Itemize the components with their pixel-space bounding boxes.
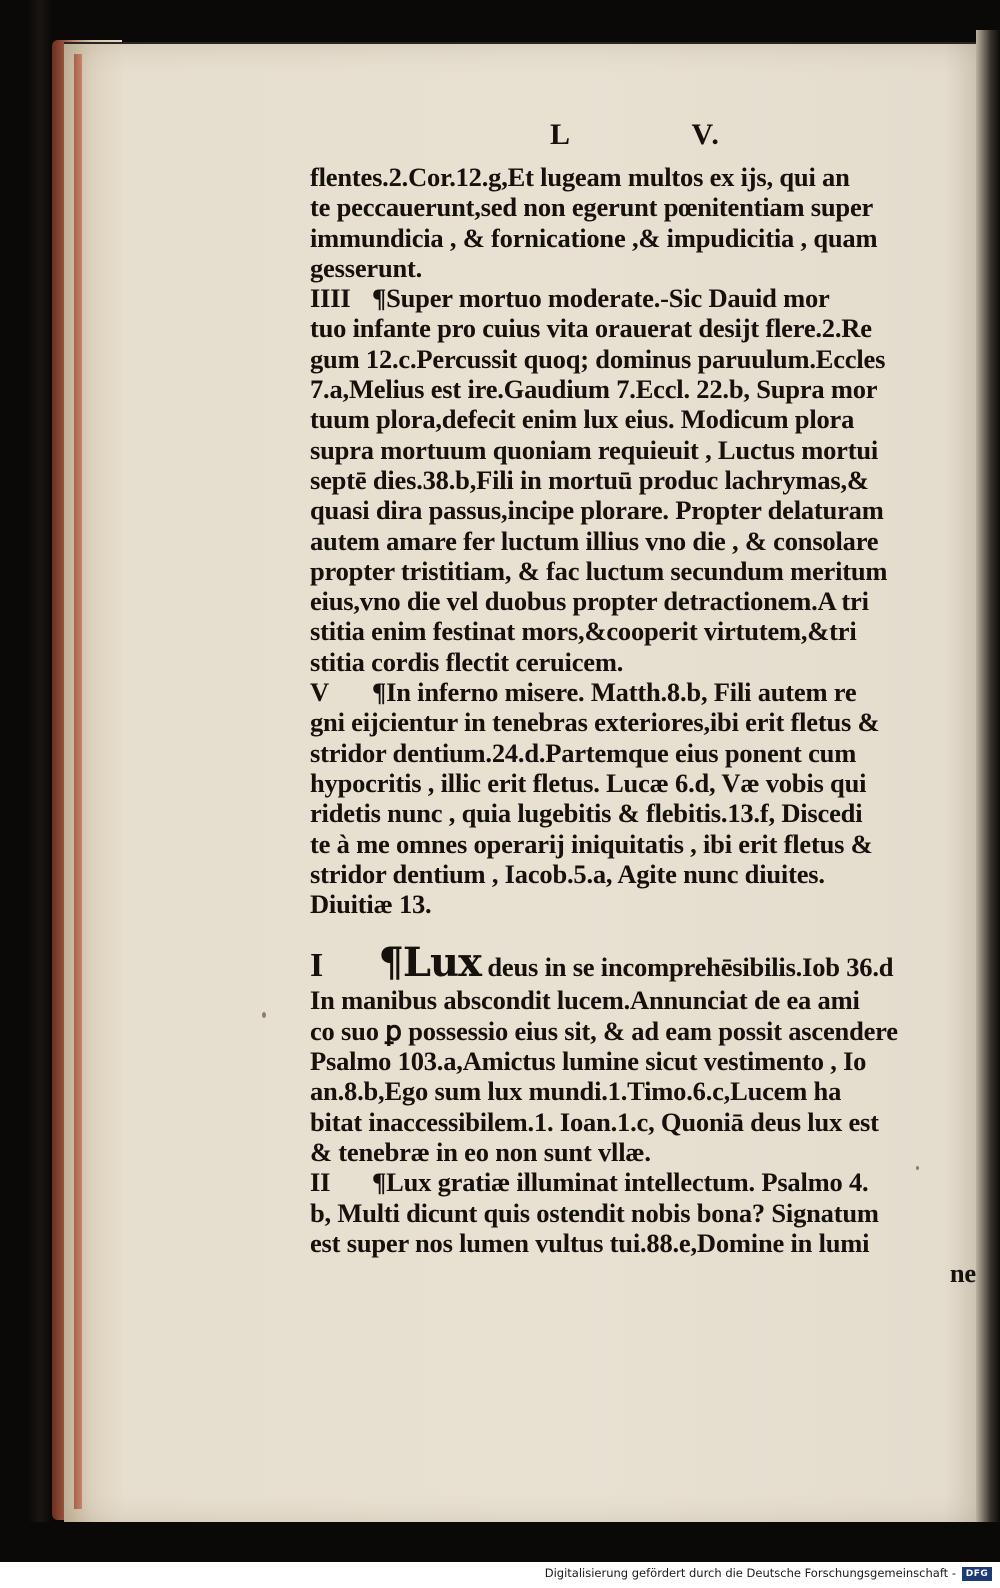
line-text: an.8.b,Ego sum lux mundi.1.Timo.6.c,Lucem ha	[310, 1076, 842, 1107]
body-sections	[310, 162, 976, 919]
text-line	[310, 1107, 976, 1137]
text-line	[310, 859, 976, 889]
text-line	[310, 495, 976, 525]
paper-speck	[262, 1012, 266, 1018]
text-line	[310, 192, 976, 222]
line-text: ¶Super mortuo moderate.‐Sic Dauid mor	[372, 283, 830, 314]
text-line	[310, 829, 976, 859]
line-text: co suo ꝑ possessio eius sit, & ad eam possit ascendere	[310, 1015, 898, 1046]
section-number: II	[310, 1167, 331, 1198]
text-line	[310, 985, 976, 1015]
page-text	[310, 118, 976, 1288]
line-text: stridor dentium.24.d.Partemque eius ponent cum	[310, 737, 857, 768]
footer-credit: Digitalisierung gefördert durch die Deutsche Forschungsgemeinschaft -	[544, 1566, 956, 1580]
line-text: stitia cordis flectit ceruicem.	[310, 646, 624, 677]
line-text: flentes.2.Cor.12.g,Et lugeam multos ex ijs, qui an	[310, 162, 850, 192]
text-line	[310, 647, 976, 677]
line-text: tuo infante pro cuius vita orauerat desijt flere.2.Re	[310, 313, 872, 344]
line-text: Psalmo 103.a,Amictus lumine sicut vestimento , Io	[310, 1046, 867, 1077]
line-text: b, Multi dicunt quis ostendit nobis bona? Signatum	[310, 1197, 879, 1228]
lux-heading-rest: deus in se incomprehēsibilis.Iob 36.d	[487, 952, 894, 983]
paragraph	[310, 162, 976, 283]
text-line	[310, 1046, 976, 1076]
text-line	[310, 1167, 976, 1197]
text-line	[310, 162, 976, 192]
line-text: 7.a,Melius est ire.Gaudium 7.Eccl. 22.b, Supra mor	[310, 374, 878, 405]
text-line	[310, 253, 976, 283]
text-line	[310, 798, 976, 828]
running-head-right: V.	[691, 118, 721, 151]
text-line	[310, 738, 976, 768]
running-head	[310, 118, 976, 158]
text-line	[310, 1228, 976, 1258]
paragraph	[310, 677, 976, 919]
section-number: IIII	[310, 283, 351, 314]
text-line	[310, 768, 976, 798]
text-line	[310, 1016, 976, 1046]
line-text: hypocritis , illic erit fletus. Lucæ 6.d, Væ vobis qui	[310, 767, 867, 798]
text-line	[310, 889, 976, 919]
text-line	[310, 1137, 976, 1167]
line-text: immundicia , & fornicatione ,& impudicitia , quam	[310, 222, 878, 253]
text-line	[310, 1076, 976, 1106]
page-red-edge	[74, 54, 82, 1509]
line-text: septē dies.38.b,Fili in mortuū produc lachrymas,&	[310, 464, 869, 495]
line-text: quasi dira passus,incipe plorare. Propter delaturam	[310, 495, 884, 526]
catchword-line	[310, 1258, 976, 1288]
scan-bottom-border	[0, 1522, 1000, 1562]
line-text: gni eijcientur in tenebras exteriores,ibi erit fletus &	[310, 707, 880, 738]
line-text: tuum plora,defecit enim lux eius. Modicum plora	[310, 404, 855, 435]
line-text: stridor dentium , Iacob.5.a, Agite nunc diuites.	[310, 858, 825, 889]
lux-heading-word: ¶Lux	[378, 941, 481, 986]
line-text: eius,vno die vel duobus propter detractionem.A tri	[310, 586, 869, 617]
section-gap	[310, 919, 976, 941]
line-text: est super nos lumen vultus tui.88.e,Domine in lumi	[310, 1227, 870, 1258]
line-text: te peccauerunt,sed non egerunt pœnitentiam super	[310, 192, 874, 223]
text-line	[310, 374, 976, 404]
line-text: ¶Lux gratiæ illuminat intellectum. Psalmo 4.	[372, 1167, 869, 1198]
text-line	[310, 586, 976, 616]
text-line	[310, 526, 976, 556]
lux-heading-line	[310, 941, 976, 985]
line-text: ridetis nunc , quia lugebitis & flebitis.13.f, Discedi	[310, 798, 863, 829]
line-text: In manibus abscondit lucem.Annunciat de ea ami	[310, 985, 860, 1016]
footer-band	[0, 1562, 1000, 1588]
lux-section-number: I	[310, 947, 324, 985]
line-text: te à me omnes operarij iniquitatis , ibi erit fletus &	[310, 828, 873, 859]
text-line	[310, 313, 976, 343]
section-number: V	[310, 677, 329, 708]
line-text: bitat inaccessibilem.1. Ioan.1.c, Quoniā deus lux est	[310, 1106, 879, 1137]
running-head-left: L	[550, 118, 573, 151]
text-line	[310, 404, 976, 434]
line-text: Diuitiæ 13.	[310, 889, 432, 920]
text-line	[310, 283, 976, 313]
dfg-logo: DFG	[962, 1567, 992, 1581]
line-text: ¶In inferno misere. Matth.8.b, Fili autem re	[372, 677, 857, 708]
lux-section-2-lines	[310, 1167, 976, 1258]
line-text: autem amare fer luctum illius vno die , & consolare	[310, 525, 879, 556]
text-line	[310, 223, 976, 253]
line-text: propter tristitiam, & fac luctum secundum meritum	[310, 555, 888, 586]
text-line	[310, 556, 976, 586]
line-text: supra mortuum quoniam requieuit , Luctus mortui	[310, 434, 879, 465]
line-text: gesserunt.	[310, 252, 423, 283]
text-line	[310, 465, 976, 495]
text-line	[310, 677, 976, 707]
text-line	[310, 616, 976, 646]
text-line	[310, 435, 976, 465]
text-line	[310, 707, 976, 737]
paragraph	[310, 283, 976, 677]
text-line	[310, 344, 976, 374]
catchword: ne	[949, 1258, 976, 1289]
line-text: stitia enim festinat mors,&cooperit virtutem,&tri	[310, 616, 857, 647]
line-text: gum 12.c.Percussit quoq; dominus paruulum.Eccles	[310, 343, 886, 374]
page-fold-shadow	[976, 30, 1000, 1530]
lux-section-lines	[310, 985, 976, 1167]
text-line	[310, 1198, 976, 1228]
line-text: & tenebræ in eo non sunt vllæ.	[310, 1136, 651, 1167]
